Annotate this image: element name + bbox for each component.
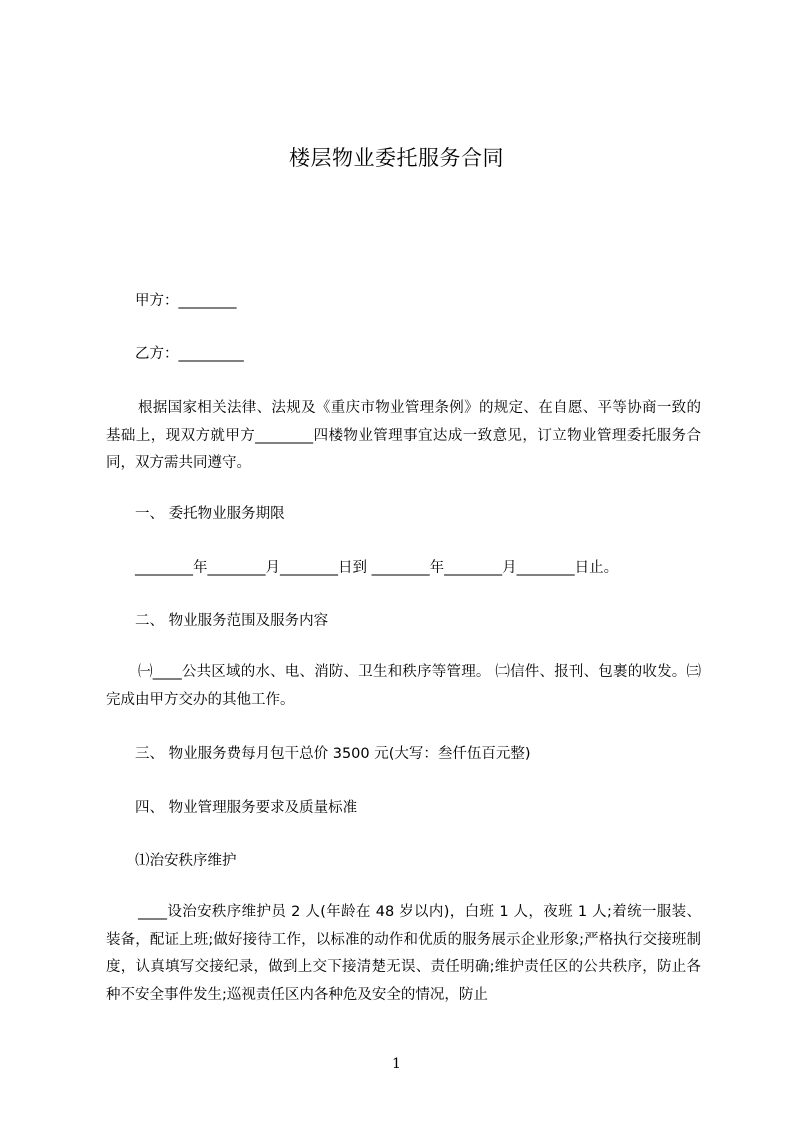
intro-text: 根据国家相关法律、法规及《重庆市物业管理条例》的规定、在自愿、平等协商一致的基础上，现双方就甲方________四楼物业管理事宜达成一致意见，订立物业管理委托服务合同，双方需共同遵守。 xyxy=(106,400,701,471)
section1-term: ________年________月________日到 ________年________月________日止。 xyxy=(135,560,619,576)
section4-text: ____设治安秩序维护员 2 人(年龄在 48 岁以内)，白班 1 人，夜班 1 人;着统一服装、装备，配证上班;做好接待工作，以标准的动作和优质的服务展示企业形象;严格执行交接班制度，认真填写交接纪录，做到上交下接清楚无误、责任明确;维护责任区的公共秩序，防止各种不安全事件发生;巡视责任区内各种危及安全的情况，防止 xyxy=(106,904,701,1003)
section4-subheading: ⑴治安秩序维护 xyxy=(135,853,237,869)
section3-heading: 三、 物业服务费每月包干总价 3500 元(大写：叁仟伍百元整) xyxy=(135,746,531,762)
section2-heading: 二、 物业服务范围及服务内容 xyxy=(135,613,329,629)
section4-body xyxy=(106,899,701,1009)
party-a-line: 甲方：________ xyxy=(135,293,237,309)
section2-text: ㈠____公共区域的水、电、消防、卫生和秩序等管理。 ㈡信件、报刊、包裹的收发。㈢完成由甲方交办的其他工作。 xyxy=(106,664,701,708)
page-number: 1 xyxy=(392,1056,401,1072)
intro-paragraph xyxy=(106,395,701,478)
section2-body xyxy=(106,659,701,714)
section1-heading: 一、 委托物业服务期限 xyxy=(135,506,285,522)
party-b-line: 乙方：_________ xyxy=(135,346,244,362)
document-title: 楼层物业委托服务合同 xyxy=(289,146,504,170)
section4-heading: 四、 物业管理服务要求及质量标准 xyxy=(135,800,358,816)
